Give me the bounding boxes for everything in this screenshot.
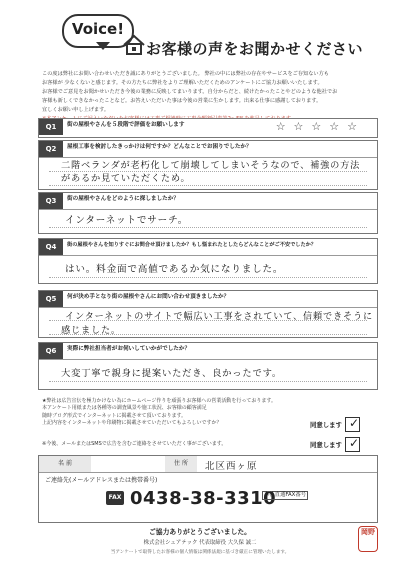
fax-number[interactable]: 0438-38-3310 — [130, 488, 277, 509]
answer-text: はい。料金面で高値であるか気になりました。 — [65, 264, 284, 275]
question-text: 街の屋根やさんを知りすぐにお問合せ頂けましたか？もし悩まれたとしたらどんなことがご不安でしたか？ — [67, 242, 317, 248]
question-tag: Q2 — [39, 141, 63, 157]
sms-note: ※今後、メールまたはSMSで広告を含むご連絡をさせていただく事がございます。 — [42, 441, 227, 447]
question-5 — [38, 290, 378, 338]
fax-note: 本社直通FAX番号 — [263, 492, 307, 498]
address-label: 住 所 — [165, 456, 197, 472]
house-icon — [122, 34, 146, 56]
question-tag: Q3 — [39, 193, 63, 209]
name-address-row — [39, 456, 377, 473]
question-tag: Q5 — [39, 291, 63, 307]
consent-line: 本アンケート用紙または各種等の調査風景や施工状況、お客様の顧客満足 — [42, 405, 207, 412]
agree-label-1: 同意します — [310, 421, 342, 429]
intro-line: お客様が 少なくないと感じます。その方たちに弊社をよりご理解いただくためのアンケートにご協力お願いいたします。 — [42, 80, 323, 86]
consent-text — [42, 398, 302, 428]
answer-text: インターネットのサイトで幅広い工事をされていて、信頼できそうに — [65, 311, 373, 322]
fax-icon: FAX — [106, 491, 124, 505]
intro-text — [42, 70, 372, 124]
intro-line: この度は弊社にお問い合わせいただき誠にありがとうございました。 弊社の中には弊社の存在やサービスをご存知ない方も — [42, 71, 329, 77]
question-3 — [38, 192, 378, 234]
check-mark-icon: ✓ — [349, 436, 360, 450]
consent-line: 上記内容をインターネットや印刷物に掲載させていただいてもよろしいですか？ — [42, 420, 222, 427]
consent-line: 随時ブログ形式でインターネットに掲載させて頂いております。 — [42, 412, 187, 419]
consent-line: ★弊社は広告宣伝を極力かけない為にホームページ作りを頑張りお客様への営業活動を行っております。 — [42, 398, 276, 404]
question-1 — [38, 118, 378, 138]
check-mark-icon: ✓ — [349, 416, 360, 430]
question-text: 実際に弊社担当者がお伺いしていかがでしたか？ — [67, 346, 191, 352]
question-2 — [38, 140, 378, 190]
intro-line: 客様も新しくできなかったことなど。お答えいただいた事は今後の営業に生かします。出来る仕事に感謝しております。 — [42, 98, 322, 104]
intro-line: お客様でご意見をお聞かせいただき今後の業務に反映してまいります。自分からだと、続けたかったことやどのような他社でお — [42, 89, 338, 95]
question-text: 屋根工事を検討したきっかけは何ですか？どんなことでお困りでしたか？ — [67, 144, 252, 150]
speech-tail-icon — [96, 42, 110, 50]
company-name: 株式会社シェアテック 代表取締役 大久保 誠二 — [143, 540, 257, 546]
question-tag: Q4 — [39, 239, 63, 255]
question-tag: Q1 — [39, 119, 63, 135]
answer-text: インターネットでサーチ。 — [65, 215, 189, 226]
agree-label-2: 同意します — [310, 441, 342, 449]
question-tag: Q6 — [39, 343, 63, 359]
question-4 — [38, 238, 378, 284]
question-text: 街の屋根やさんを５段階で評価をお願いします — [67, 122, 185, 128]
name-stamp: 岡野 — [358, 526, 378, 552]
question-text: 街の屋根やさんをどのように探しましたか？ — [67, 196, 179, 202]
star-rating[interactable]: ☆☆☆☆☆ — [275, 120, 365, 133]
page-title: お客様の声をお聞かせください — [146, 40, 364, 58]
privacy-note: 当アンケートで取得したお客様の個人情報は関係法規に基づき厳正に管理いたします。 — [110, 550, 290, 555]
intro-line: 宜しくお願い申し上げます。 — [42, 107, 110, 113]
answer-text: 感じました。 — [61, 325, 121, 336]
question-text: 何が決め手となり街の屋根やさんにお問い合わせ頂きましたか？ — [67, 294, 230, 300]
thanks-text: ご協力ありがとうございました。 — [149, 528, 251, 536]
name-label: 名 前 — [39, 456, 91, 472]
address-value[interactable]: 北区西ヶ原 — [205, 461, 258, 472]
question-6 — [38, 342, 378, 390]
answer-text: 二階ベランダが老朽化して崩壊してしまいそうなので、補強の方法があるか見ていただくため。 — [61, 160, 361, 184]
contact-label: ご連絡先(メールアドレスまたは携帯番号) — [45, 477, 158, 484]
answer-text: 大変丁寧で親身に提案いただき、良かったです。 — [61, 368, 283, 379]
voice-badge-text: Voice! — [71, 20, 125, 38]
contact-row — [39, 473, 377, 489]
